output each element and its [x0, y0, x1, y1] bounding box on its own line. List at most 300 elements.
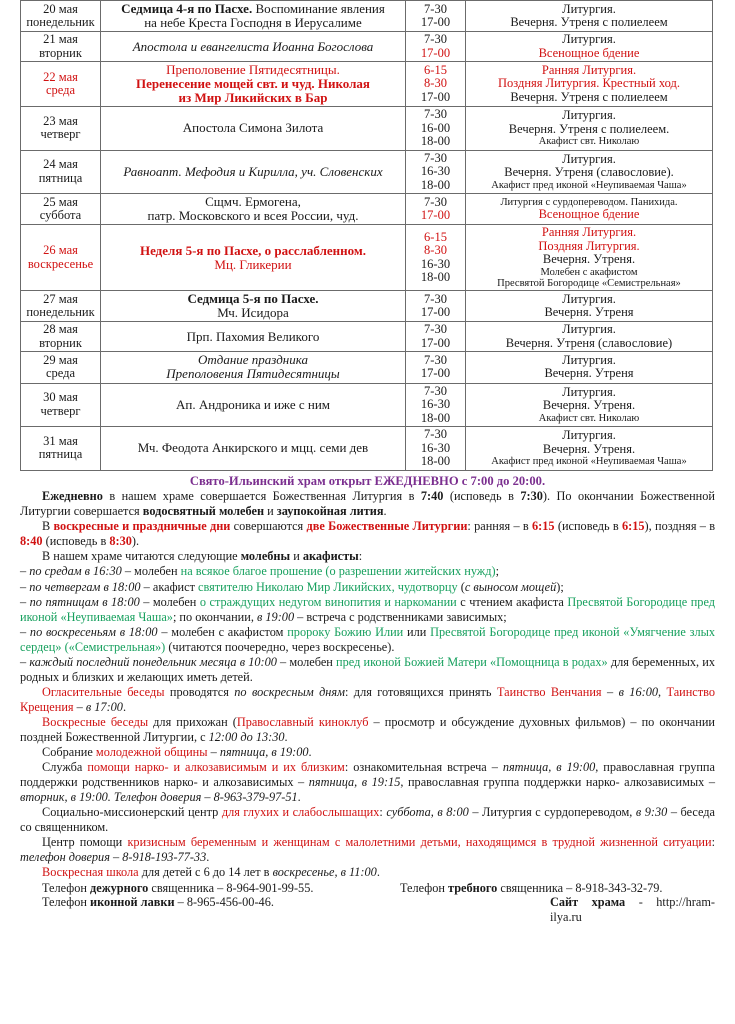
ad-p2: : ознакомительная встреча – [344, 760, 503, 775]
description-line [103, 367, 403, 381]
schedule-date-cell [21, 427, 101, 471]
service-time: 6-15 [424, 62, 447, 77]
daily-b1: водосвятный молебен [142, 503, 265, 518]
sun-mid1: совершаются [230, 519, 307, 534]
description-text: Седмица 5-я по Пасхе. [187, 291, 319, 307]
date-weekday: воскресенье [27, 256, 94, 271]
service-name: Вечерня. Утреня с полиелеем [510, 15, 668, 30]
description-text: патр. Московского и всея России, чуд. [147, 208, 359, 224]
df-p1: Социально-миссионерский центр [42, 804, 222, 819]
schedule-time-cell [406, 107, 466, 151]
service-time: 16-30 [420, 440, 451, 455]
daily-t1: в нашем храме совершается Божественная Литургия в [102, 489, 421, 504]
df-p4: – беседа со священником. [20, 804, 715, 834]
description-text: Преполовения Пятидесятницы [166, 366, 340, 382]
service-time: 7-30 [424, 383, 447, 398]
ms-green2: Пресвятой Богородице пред иконой «Умягчение злых сердец» («Семистрельная») [20, 624, 716, 654]
service-name: Акафист свт. Николаю [538, 136, 640, 148]
ad-red1: помощи нарко- и алкозависимым и их близким [87, 760, 345, 775]
service-name: Вечерня. Утреня. [542, 252, 636, 267]
schedule-service-cell [466, 62, 713, 107]
daily-time2: 7:30 [520, 489, 543, 504]
service-time: 16-30 [420, 256, 451, 271]
description-line [103, 195, 403, 209]
yo-p2: – [207, 744, 220, 759]
schedule-date-cell [21, 225, 101, 291]
addiction-service-paragraph [20, 760, 715, 804]
date-weekday: среда [45, 366, 76, 381]
st-i1: 12:00 до 13:30 [208, 729, 285, 744]
date-day: 24 мая [43, 157, 78, 172]
church-website[interactable] [400, 895, 715, 925]
sun-mid3: (исповедь в [554, 519, 622, 534]
daily-lead: Ежедневно [42, 489, 103, 504]
schedule-date-cell [21, 150, 101, 194]
ss-p2: . [376, 864, 380, 879]
mlm-p1: – молебен [276, 654, 337, 669]
description-line [103, 91, 403, 105]
schedule-service-cell [466, 107, 713, 151]
description-text: Неделя 5-я по Пасхе, о расслабленном. [139, 242, 367, 258]
date-weekday: пятница [38, 170, 83, 185]
ss-p1: для детей с 6 до 14 лет в [138, 864, 273, 879]
st-red2: Православный киноклуб [236, 714, 369, 729]
shop-post: – 8-965-456-00-46. [174, 895, 274, 910]
table-row [21, 62, 713, 107]
service-name: Поздняя Литургия. Крестный ход. [498, 76, 680, 91]
service-name: Вечерня. Утреня (славословие) [505, 335, 673, 350]
sun-mid2: : ранняя – в [467, 519, 533, 534]
service-time: 7-30 [424, 107, 447, 122]
table-row [21, 107, 713, 151]
schedule-description-cell [101, 383, 406, 427]
service-time: 7-30 [424, 194, 447, 209]
date-day: 21 мая [43, 32, 78, 47]
description-text: Перенесение мощей свт. и чуд. Николая [136, 76, 370, 92]
mf-green1: о страждущих недугом винопития и наркомании [199, 594, 457, 609]
mi0-time: – по средам в 16:30 [20, 564, 122, 579]
schedule-date-cell [21, 383, 101, 427]
service-name: Литургия. [562, 151, 616, 166]
schedule-date-cell [21, 32, 101, 62]
ad-p3: , православная группа поддержки родственников нарко- и алкозависимых – [20, 760, 715, 789]
schedule-description-cell [101, 194, 406, 225]
cat-red3: Таинство Крещения [20, 684, 716, 714]
notes-section [0, 471, 735, 925]
date-weekday: четверг [40, 127, 81, 142]
sun-pre: В [42, 519, 54, 534]
cat-red1: Огласительные беседы [42, 684, 165, 699]
phones-row-shop-site [20, 895, 715, 925]
moleben-header-paragraph [20, 549, 715, 564]
schedule-service-cell [466, 291, 713, 322]
sun-time-late: 8:40 [20, 533, 43, 548]
st-red1: Воскресные беседы [42, 714, 149, 729]
sun-mid4: ), поздняя – в [644, 519, 716, 534]
table-row [21, 225, 713, 291]
ss-red1: Воскресная школа [42, 864, 139, 879]
table-row [21, 194, 713, 225]
mf-time: – по пятницам в 18:00 [20, 594, 140, 609]
service-time: 17-00 [420, 335, 451, 350]
service-name: Вечерня. Утреня с полиелеем [510, 89, 668, 104]
schedule-description-cell [101, 107, 406, 151]
service-name: Ранняя Литургия. [541, 225, 637, 240]
description-line [103, 244, 403, 258]
schedule-service-cell [466, 32, 713, 62]
mf-p1: – молебен [139, 594, 200, 609]
schedule-service-cell [466, 322, 713, 352]
date-day: 27 мая [43, 291, 78, 306]
description-text-cont: Воспоминание явления [252, 1, 385, 16]
service-name: Литургия. [562, 1, 616, 16]
mi1-time: – по четвергам в 18:00 [20, 579, 141, 594]
service-time: 17-00 [420, 305, 451, 320]
schedule-description-cell [101, 150, 406, 194]
service-name: Литургия. [562, 322, 616, 337]
description-line [103, 16, 403, 30]
shop-pre: Телефон [42, 895, 91, 910]
treb-priest-phone [400, 881, 715, 896]
date-weekday: пятница [38, 447, 83, 462]
sun-mid5: (исповедь в [42, 533, 110, 548]
description-line [103, 2, 403, 16]
service-name: Пресвятой Богородице «Семистрельная» [497, 278, 681, 290]
mf-p4: – встреча с родственниками зависимых; [294, 609, 507, 624]
description-text: на небе Креста Господня в Иерусалиме [144, 15, 362, 31]
description-text: Преполовение Пятидесятницы. [166, 62, 340, 78]
service-time: 18-00 [420, 177, 451, 192]
duty-pre: Телефон [42, 880, 91, 895]
schedule-time-cell [406, 1, 466, 32]
mi1-p2: ( [457, 579, 465, 594]
description-text: Ап. Андроника и иже с ним [175, 396, 330, 412]
mi0-green: на всякое благое прошение (о разрешении житейских нужд) [180, 564, 496, 579]
service-name: Акафист пред иконой «Неупиваемая Чаша» [491, 456, 687, 468]
sunday-liturgies-paragraph [20, 519, 715, 549]
description-line [103, 353, 403, 367]
ms-p3: (читаются поочередно, через воскресенье). [165, 639, 395, 654]
schedule-service-cell [466, 383, 713, 427]
service-time: 7-30 [424, 1, 447, 16]
service-time: 18-00 [420, 410, 451, 425]
mh-b1: молебны [240, 549, 291, 564]
moleben-item-last-monday [20, 655, 715, 685]
schedule-date-cell [21, 107, 101, 151]
service-name: Литургия. [562, 384, 616, 399]
table-row [21, 32, 713, 62]
service-time: 6-15 [424, 229, 447, 244]
schedule-description-cell [101, 352, 406, 383]
mh-post: : [358, 549, 363, 564]
sun-time-early-conf: 6:15 [621, 519, 645, 534]
mf-p2: с чтением акафиста [456, 594, 568, 609]
description-line [103, 165, 403, 179]
table-row [21, 1, 713, 32]
mi1-p3: ); [556, 579, 564, 594]
description-text: Апостола и евангелиста Иоанна Богослова [132, 38, 374, 54]
mlm-p2: для беременных, их родных и близких и желающих иметь детей. [20, 654, 715, 684]
mh-b2: акафисты [302, 549, 359, 564]
service-name: Ранняя Литургия. [541, 62, 637, 77]
description-text: Прп. Пахомия Великого [186, 328, 320, 344]
daily-b2: заупокойная лития [276, 503, 384, 518]
site-bold: Сайт храма [550, 895, 626, 910]
date-weekday: вторник [39, 45, 82, 60]
service-time: 8-30 [424, 243, 447, 258]
service-name: Вечерня. Утреня [544, 366, 634, 381]
daily-time1: 7:40 [420, 489, 444, 504]
date-weekday: понедельник [26, 305, 95, 320]
date-weekday: понедельник [26, 15, 95, 30]
service-time: 17-00 [420, 89, 451, 104]
moleben-item-thursday [20, 580, 715, 595]
service-time: 7-30 [424, 32, 447, 47]
description-text: Мч. Феодота Анкирского и мцц. семи дев [137, 440, 369, 456]
daily-liturgy-paragraph [20, 489, 715, 519]
schedule-date-cell [21, 291, 101, 322]
cat-p1: проводятся [164, 684, 235, 699]
sun-time-late-conf: 8:30 [109, 533, 132, 548]
schedule-time-cell [406, 427, 466, 471]
service-time: 7-30 [424, 322, 447, 337]
cr-p2: : [711, 834, 715, 849]
description-line [103, 121, 403, 135]
ad-i1: пятница, в 19:00 [502, 760, 596, 775]
service-name: Вечерня. Утреня. [542, 441, 636, 456]
cat-i2: в 16:00 [618, 684, 658, 699]
mi0-p2: ; [495, 564, 500, 579]
date-weekday: четверг [40, 403, 81, 418]
date-day: 26 мая [43, 243, 78, 258]
ms-green1: пророку Божию Илии [287, 624, 404, 639]
ad-p4: , православная группа поддержки нарко- алкозависимых – [400, 774, 716, 789]
treb-bold: требного [448, 880, 498, 895]
cat-p5: – [73, 699, 86, 714]
service-name: Вечерня. Утреня с полиелеем. [508, 121, 670, 136]
date-day: 23 мая [43, 113, 78, 128]
date-day: 20 мая [43, 1, 78, 16]
service-name: Вечерня. Утреня (славословие). [504, 165, 674, 180]
date-weekday: суббота [39, 208, 82, 223]
mi1-green: святителю Николаю Мир Ликийских, чудотворцу [198, 579, 458, 594]
st-p1: для прихожан ( [148, 714, 237, 729]
date-weekday: вторник [39, 335, 82, 350]
daily-t4: и [264, 503, 277, 518]
phones-block [20, 881, 715, 925]
service-time: 17-00 [420, 45, 451, 60]
service-name: Литургия с сурдопереводом. Панихида. [500, 196, 678, 208]
service-time: 17-00 [420, 15, 451, 30]
duty-priest-phone [20, 881, 400, 896]
description-line [103, 306, 403, 320]
service-time: 7-30 [424, 352, 447, 367]
service-time: 17-00 [420, 208, 451, 223]
moleben-item-sunday [20, 625, 715, 655]
service-name: Всенощное бдение [538, 207, 640, 222]
schedule-time-cell [406, 291, 466, 322]
service-time: 8-30 [424, 76, 447, 91]
description-line [103, 292, 403, 306]
treb-post: священника – 8-918-343-32-79. [497, 880, 663, 895]
sun-red1: воскресные и праздничные дни [53, 519, 231, 534]
cat-p6: . [122, 699, 127, 714]
description-line [103, 258, 403, 272]
df-i1: суббота, в 8:00 [386, 804, 469, 819]
ad-p5: . [297, 789, 301, 804]
schedule-time-cell [406, 194, 466, 225]
table-row [21, 150, 713, 194]
duty-bold: дежурного [90, 880, 149, 895]
schedule-description-cell [101, 291, 406, 322]
schedule-description-cell [101, 1, 406, 32]
yo-red1: молодежной общины [95, 744, 208, 759]
cat-i1: по воскресным дням [234, 684, 345, 699]
schedule-service-cell [466, 194, 713, 225]
crisis-center-paragraph [20, 835, 715, 865]
schedule-service-cell [466, 225, 713, 291]
service-time: 18-00 [420, 270, 451, 285]
description-line [103, 398, 403, 412]
df-p3: – Литургия с сурдопереводом, [468, 804, 636, 819]
service-time: 7-30 [424, 291, 447, 306]
date-weekday: среда [45, 83, 76, 98]
cat-p3: – [601, 684, 619, 699]
sun-time-early: 6:15 [532, 519, 555, 534]
sun-red2: две Божественные Литургии [306, 519, 468, 534]
service-name: Молебен с акафистом [540, 266, 638, 278]
site-post[interactable]: - http://hram-ilya.ru [550, 895, 716, 925]
schedule-time-cell [406, 62, 466, 107]
ms-p1: – молебен с акафистом [157, 624, 288, 639]
date-day: 30 мая [43, 390, 78, 405]
schedule-description-cell [101, 32, 406, 62]
shop-bold: иконной лавки [90, 895, 175, 910]
st-p2: – просмотр и обсуждение духовных фильмов) – по окончании поздней Божественной Литургии, с [20, 714, 715, 744]
table-row [21, 291, 713, 322]
daily-t5: . [383, 503, 387, 518]
schedule-description-cell [101, 427, 406, 471]
moleben-item-friday [20, 595, 715, 625]
cat-i3: в 17:00 [85, 699, 123, 714]
ss-i1: воскресенье, в 11:00 [272, 864, 377, 879]
cat-p4: , [658, 684, 667, 699]
service-time: 17-00 [420, 366, 451, 381]
deaf-center-paragraph [20, 805, 715, 835]
description-text: из Мир Ликийских в Бар [178, 90, 328, 106]
service-name: Акафист свт. Николаю [538, 412, 640, 424]
service-time: 16-30 [420, 397, 451, 411]
description-text: Сщмч. Ермогена, [205, 194, 301, 210]
st-p3: . [284, 729, 288, 744]
cat-p2: : для готовящихся принять [344, 684, 497, 699]
schedule-time-cell [406, 32, 466, 62]
ad-i2: пятница, в 19:15 [308, 774, 401, 789]
description-line [103, 330, 403, 344]
schedule-date-cell [21, 322, 101, 352]
schedule-time-cell [406, 150, 466, 194]
description-text: Апостола Симона Зилота [182, 120, 324, 136]
service-name: Литургия. [562, 352, 616, 367]
mf-p3: ; по окончании, [172, 609, 257, 624]
service-time: 7-30 [424, 427, 447, 441]
ms-p2: или [403, 624, 431, 639]
schedule-date-cell [21, 352, 101, 383]
treb-pre: Телефон [400, 880, 449, 895]
youth-paragraph [20, 745, 715, 760]
service-time: 7-30 [424, 150, 447, 165]
phones-row-priests [20, 881, 715, 896]
table-row [21, 427, 713, 471]
mh-pre: В нашем храме читаются следующие [42, 549, 241, 564]
mi1-p1: – акафист [140, 579, 199, 594]
icon-shop-phone [20, 895, 400, 925]
date-day: 25 мая [43, 194, 78, 209]
service-time: 18-00 [420, 454, 451, 468]
schedule-description-cell [101, 322, 406, 352]
table-row [21, 352, 713, 383]
yo-p1: Собрание [42, 744, 96, 759]
daily-t2: (исповедь в [443, 489, 521, 504]
schedule-time-cell [406, 225, 466, 291]
mf-italic2: в 19:00 [257, 609, 295, 624]
open-hours-line: Свято-Ильинский храм открыт ЕЖЕДНЕВНО с 7:00 до 20:00. [189, 473, 546, 488]
mi0-p1: – молебен [121, 564, 181, 579]
duty-post: священника – 8-964-901-99-55. [148, 880, 314, 895]
description-text: Равноапт. Мефодия и Кирилла, уч. Словенских [123, 163, 383, 179]
schedule-time-cell [406, 322, 466, 352]
schedule-time-cell [406, 352, 466, 383]
df-p2: : [379, 804, 387, 819]
cr-red1: кризисным беременным и женщинам с малолетними детьми, находящимся в трудной жизненной ситуации [127, 834, 712, 849]
service-name: Вечерня. Утреня [544, 305, 634, 320]
catechism-paragraph [20, 685, 715, 715]
mf-green2: Пресвятой Богородице пред иконой «Неупиваемая Чаша» [20, 594, 715, 624]
schedule-table [20, 0, 713, 471]
service-name: Поздняя Литургия. [538, 238, 640, 253]
service-name: Литургия. [562, 108, 616, 123]
date-day: 22 мая [43, 69, 78, 84]
mlm-green1: пред иконой Божией Матери «Помощница в родах» [336, 654, 608, 669]
table-row [21, 322, 713, 352]
ad-i3: вторник, в 19:00. Телефон доверия – 8-963-379-97-51 [20, 789, 298, 804]
service-name: Литургия. [562, 291, 616, 306]
schedule-service-cell [466, 427, 713, 471]
df-i2: в 9:30 [635, 804, 668, 819]
service-time: 16-00 [420, 120, 451, 135]
cr-p1: Центр помощи [42, 834, 128, 849]
schedule-service-cell [466, 352, 713, 383]
mi1-tail: с выносом мощей [464, 579, 557, 594]
yo-i1: пятница, в 19:00 [219, 744, 309, 759]
service-time: 16-30 [420, 164, 451, 179]
ms-time: – по воскресеньям в 18:00 [20, 624, 158, 639]
description-line [103, 441, 403, 455]
description-text: Мц. Гликерии [214, 256, 292, 272]
sunday-talks-paragraph [20, 715, 715, 745]
sun-mid6: ). [131, 533, 140, 548]
schedule-table-container [0, 0, 735, 471]
service-name: Вечерня. Утреня. [542, 398, 636, 413]
service-name: Всенощное бдение [538, 45, 640, 60]
date-day: 31 мая [43, 433, 78, 448]
date-day: 28 мая [43, 322, 78, 337]
service-name: Акафист пред иконой «Неупиваемая Чаша» [491, 179, 687, 191]
date-day: 29 мая [43, 352, 78, 367]
schedule-date-cell [21, 1, 101, 32]
cr-p3: . [206, 849, 210, 864]
daily-t3: ). По окончании Божественной Литургии совершается [20, 489, 715, 518]
